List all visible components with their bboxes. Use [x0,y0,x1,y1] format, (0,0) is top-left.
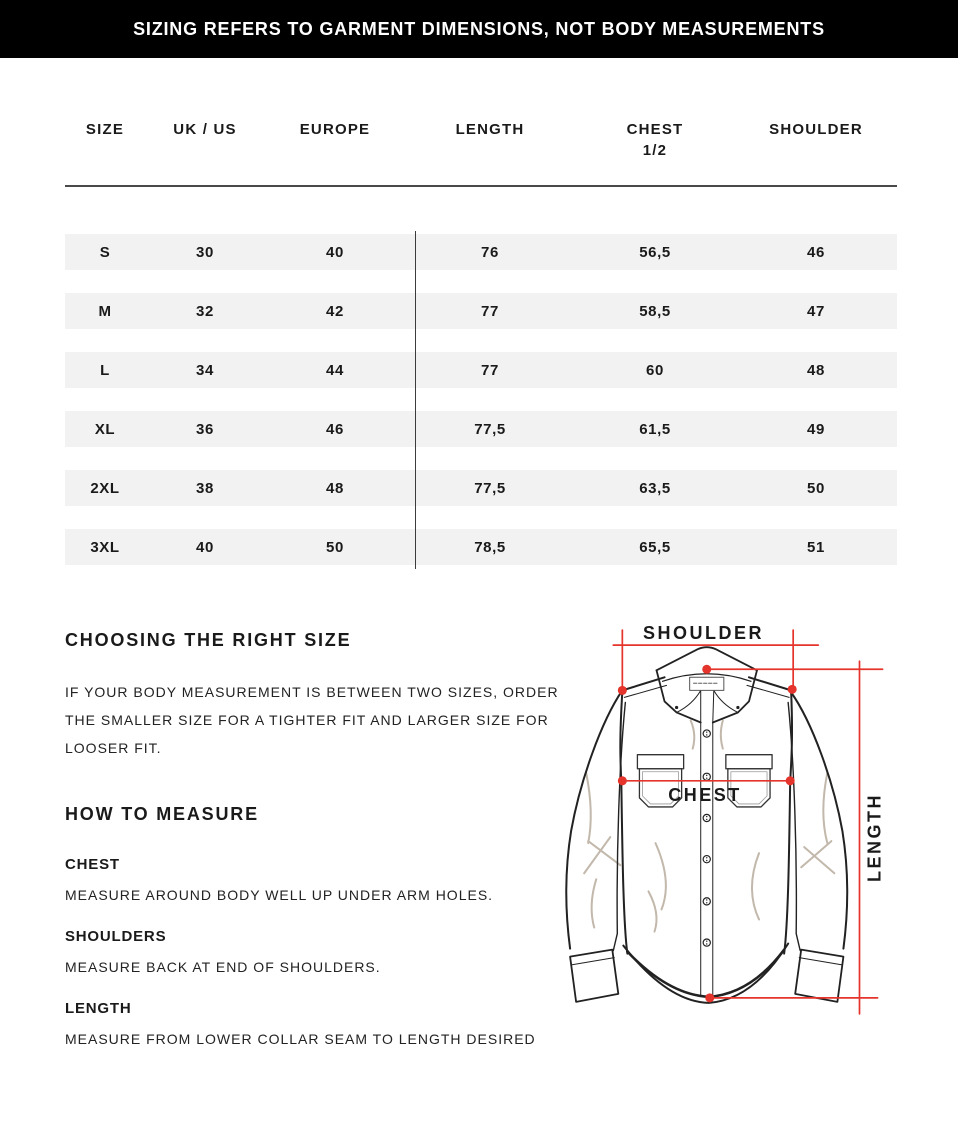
guide-text-column [65,622,570,1052]
size-table-header [65,112,897,161]
cell-europe: 48 [326,479,344,497]
cell-size: 2XL [90,479,120,497]
cell-chest: 58,5 [639,302,671,320]
cell-europe: 42 [326,302,344,320]
table-row-s [65,234,897,270]
cell-chest: 61,5 [639,420,671,438]
cell-uk-us: 38 [196,479,214,497]
measure-text: MEASURE FROM LOWER COLLAR SEAM TO LENGTH DESIRED [65,1031,536,1047]
cell-shoulder: 49 [807,420,825,438]
cell-europe: 46 [326,420,344,438]
measure-text: MEASURE BACK AT END OF SHOULDERS. [65,959,381,975]
cell-size: S [99,243,111,261]
cell-shoulder: 48 [807,361,825,379]
size-table-body [65,234,897,565]
table-row-3xl [65,529,897,565]
header-cell-shoulder: SHOULDER [769,121,863,138]
header-cell-europe: EUROPE [299,121,371,138]
choosing-size-heading: CHOOSING THE RIGHT SIZE [65,630,352,650]
shirt-measurement-diagram [558,615,958,1027]
cell-chest: 60 [646,361,664,379]
measurement-dots [618,665,797,1003]
cell-europe: 40 [326,243,344,261]
choosing-size-paragraph: IF YOUR BODY MEASUREMENT IS BETWEEN TWO SIZES, ORDER THE SMALLER SIZE FOR A TIGHTER FIT AND LARGER SIZE FOR LOOSER FIT. [65,684,559,756]
cell-shoulder: 50 [807,479,825,497]
cell-uk-us: 30 [196,243,214,261]
cell-chest: 65,5 [639,538,671,556]
cell-size: XL [94,420,116,438]
measure-text: MEASURE AROUND BODY WELL UP UNDER ARM HOLES. [65,887,494,903]
cell-uk-us: 32 [196,302,214,320]
cell-europe: 50 [326,538,344,556]
cell-uk-us: 36 [196,420,214,438]
diagram-shoulder-label: SHOULDER [643,623,765,643]
shirt-illustration [558,615,958,1027]
cell-shoulder: 51 [807,538,825,556]
cell-shoulder: 46 [807,243,825,261]
banner-text: SIZING REFERS TO GARMENT DIMENSIONS, NOT BODY MEASUREMENTS [133,18,825,39]
header-cell-size: SIZE [85,121,125,138]
cell-shoulder: 47 [807,302,825,320]
shirt-body [620,691,792,1003]
measure-label: LENGTH [65,1000,132,1017]
cell-chest: 56,5 [639,243,671,261]
cell-length: 77 [481,302,499,320]
diagram-chest-label: CHEST [668,785,742,805]
buttons [703,730,710,946]
cell-length: 77 [481,361,499,379]
right-sleeve [788,692,847,1002]
cell-size: L [100,361,110,379]
measure-label: SHOULDERS [65,928,167,945]
cell-length: 78,5 [474,538,506,556]
diagram-length-label: LENGTH [864,793,885,882]
cell-size: M [98,302,112,320]
cell-length: 76 [481,243,499,261]
table-row-xl [65,411,897,447]
table-vertical-divider [415,231,416,569]
cell-europe: 44 [326,361,344,379]
brand-label [690,677,724,690]
table-row-2xl [65,470,897,506]
sizing-disclaimer-banner [0,0,958,58]
measure-item-length [65,1000,570,1052]
cell-uk-us: 34 [196,361,214,379]
cell-uk-us: 40 [196,538,214,556]
cell-chest: 63,5 [639,479,671,497]
header-cell-uk-us: UK / US [173,121,237,138]
cell-size: 3XL [90,538,120,556]
measure-item-shoulders [65,928,570,980]
size-table [65,112,897,565]
header-divider-line [65,185,897,187]
measure-label: CHEST [65,856,120,873]
table-row-m [65,293,897,329]
cell-length: 77,5 [474,479,506,497]
table-row-l [65,352,897,388]
cell-length: 77,5 [474,420,506,438]
header-cell-chest: CHEST 1/2 [626,121,684,159]
how-to-measure-heading: HOW TO MEASURE [65,804,259,824]
measure-item-chest [65,856,570,908]
header-cell-length: LENGTH [455,121,525,138]
